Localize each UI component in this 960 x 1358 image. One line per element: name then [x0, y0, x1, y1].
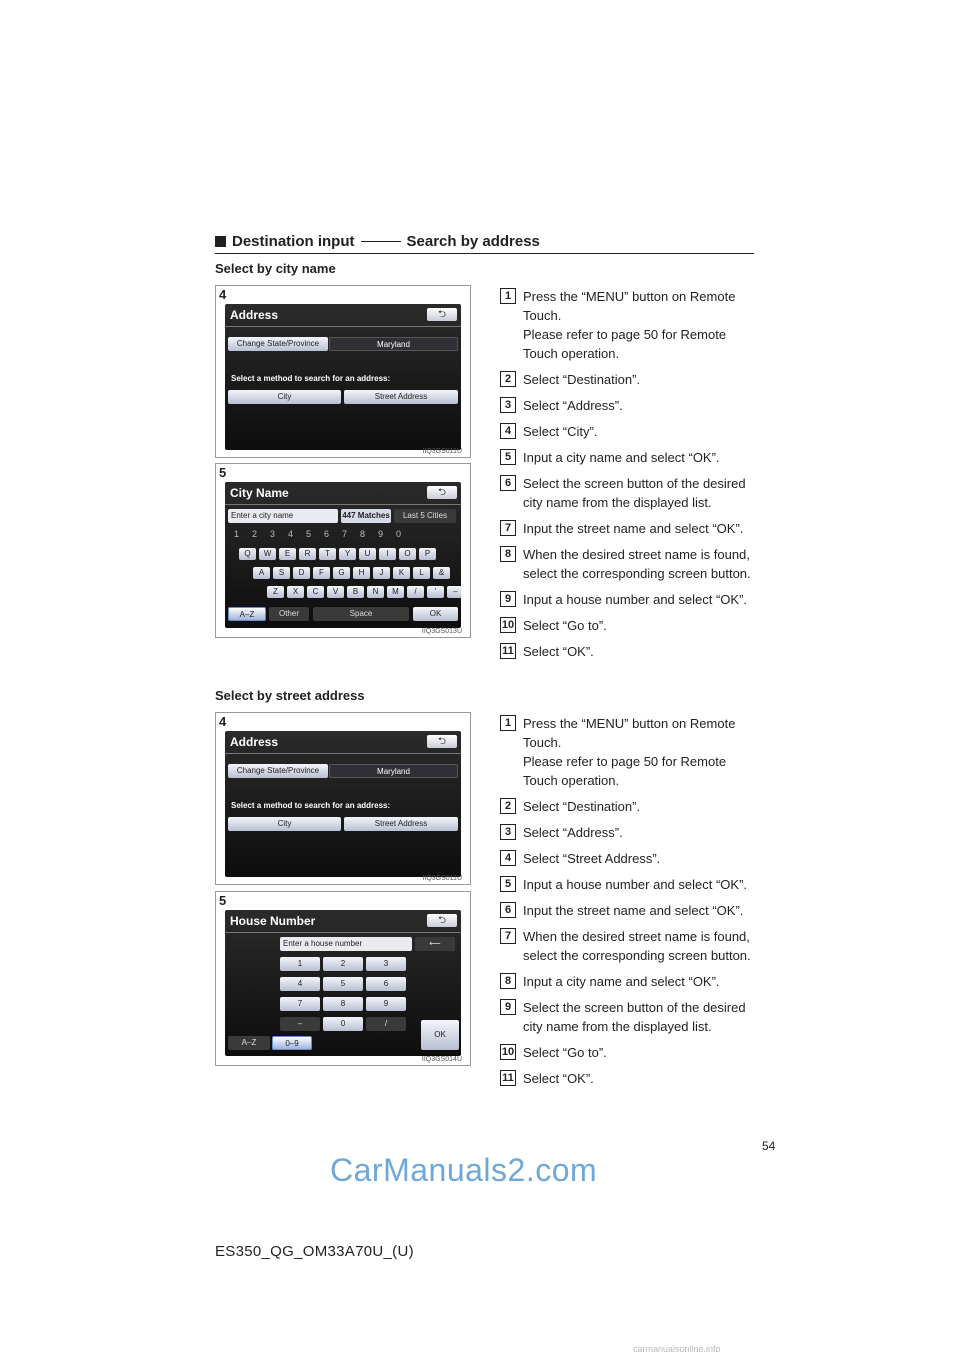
screen-title: Address: [230, 735, 279, 749]
image-code: IIQ3GS014U: [421, 1056, 462, 1063]
image-code: IIQ3GS011U: [422, 875, 462, 882]
step-note: Please refer to page 50 for Remote Touch operation.: [523, 754, 727, 788]
screen-title: Address: [230, 308, 279, 322]
step-text: Input a house number and select “OK”.: [523, 592, 748, 607]
city-steps-list: [500, 287, 754, 668]
step-text: Press the “MENU” button on Remote Touch.: [523, 289, 736, 323]
screenshot-step-number: 5: [219, 893, 227, 908]
step-text: Input a city name and select “OK”.: [523, 974, 720, 989]
step-number-badge: 5: [500, 876, 516, 892]
city-button[interactable]: City: [228, 390, 341, 404]
screen-title: House Number: [230, 914, 316, 928]
address-screenshot-1: [215, 285, 471, 458]
letter-key[interactable]: T: [319, 548, 336, 560]
step-item: [500, 287, 754, 363]
digit-key[interactable]: 6: [324, 529, 330, 539]
space-button[interactable]: Space: [313, 607, 409, 621]
document-code: ES350_QG_OM33A70U_(U): [215, 1243, 414, 1260]
letter-key[interactable]: /: [407, 586, 424, 598]
step-number-badge: 1: [500, 715, 516, 731]
divider: [225, 326, 461, 327]
step-item: [500, 998, 754, 1036]
change-state-button[interactable]: Change State/Province: [228, 337, 328, 351]
step-text: When the desired street name is found, select the corresponding screen button.: [523, 547, 751, 581]
divider: [225, 504, 461, 505]
step-number-badge: 6: [500, 902, 516, 918]
letter-key[interactable]: B: [347, 586, 364, 598]
page-number: 54: [762, 1139, 776, 1153]
letter-key[interactable]: R: [299, 548, 316, 560]
step-text: Select the screen button of the desired city name from the displayed list.: [523, 476, 746, 510]
step-item: [500, 797, 754, 816]
digit-key[interactable]: 3: [270, 529, 276, 539]
divider: [225, 932, 461, 933]
letter-key[interactable]: Z: [267, 586, 284, 598]
back-button[interactable]: ⮌: [427, 486, 457, 499]
search-method-prompt: Select a method to search for an address:: [231, 801, 391, 810]
step-number-badge: 4: [500, 423, 516, 439]
image-code: IIQ3GS011U: [422, 448, 462, 455]
step-item: [500, 474, 754, 512]
screenshot-step-number: 5: [219, 465, 227, 480]
screenshot-step-number: 4: [219, 714, 227, 729]
digit-key[interactable]: 0: [396, 529, 402, 539]
step-item: [500, 1043, 754, 1062]
step-item: [500, 823, 754, 842]
letter-key[interactable]: J: [373, 567, 390, 579]
back-button[interactable]: ⮌: [427, 735, 457, 748]
step-text: Select the screen button of the desired city name from the displayed list.: [523, 1000, 746, 1034]
numpad-key[interactable]: 4: [280, 977, 320, 991]
step-note: Please refer to page 50 for Remote Touch operation.: [523, 327, 727, 361]
address-screenshot-2: [215, 712, 471, 885]
city-name-input[interactable]: Enter a city name: [228, 509, 338, 523]
letter-key[interactable]: W: [259, 548, 276, 560]
square-bullet-icon: [215, 236, 226, 247]
step-text: Select “Address”.: [523, 398, 623, 413]
step-item: [500, 927, 754, 965]
step-text: Press the “MENU” button on Remote Touch.: [523, 716, 736, 750]
state-value: Maryland: [329, 764, 458, 778]
letter-key[interactable]: G: [333, 567, 350, 579]
house-number-input[interactable]: Enter a house number: [280, 937, 412, 951]
street-section-heading: Select by street address: [215, 688, 365, 703]
street-address-button[interactable]: Street Address: [344, 817, 458, 831]
step-item: [500, 714, 754, 790]
letter-key[interactable]: C: [307, 586, 324, 598]
step-text: Input the street name and select “OK”.: [523, 521, 744, 536]
numpad-key[interactable]: 3: [366, 957, 406, 971]
other-tab[interactable]: Other: [269, 607, 309, 621]
last-5-cities-button[interactable]: Last 5 Cities: [394, 509, 456, 523]
backspace-icon[interactable]: ⟵: [415, 937, 455, 951]
street-address-button[interactable]: Street Address: [344, 390, 458, 404]
numpad-key[interactable]: 9: [366, 997, 406, 1011]
letter-key[interactable]: P: [419, 548, 436, 560]
letter-key[interactable]: M: [387, 586, 404, 598]
step-text: Input a city name and select “OK”.: [523, 450, 720, 465]
search-method-prompt: Select a method to search for an address:: [231, 374, 391, 383]
step-number-badge: 7: [500, 928, 516, 944]
screenshot-step-number: 4: [219, 287, 227, 302]
letter-key[interactable]: U: [359, 548, 376, 560]
step-number-badge: 2: [500, 798, 516, 814]
section-title-left: Destination input: [232, 232, 355, 250]
step-text: Select “Destination”.: [523, 372, 641, 387]
step-item: [500, 642, 754, 661]
letter-key[interactable]: O: [399, 548, 416, 560]
digit-key[interactable]: 8: [360, 529, 366, 539]
step-number-badge: 10: [501, 619, 515, 631]
address-screen: [225, 731, 461, 877]
step-text: Select “OK”.: [523, 1071, 594, 1086]
a-z-tab[interactable]: A–Z: [228, 607, 266, 621]
step-item: [500, 545, 754, 583]
numpad-key[interactable]: 1: [280, 957, 320, 971]
step-number-badge: 9: [500, 999, 516, 1015]
letter-key[interactable]: Y: [339, 548, 356, 560]
step-number-badge: 9: [500, 591, 516, 607]
step-number-badge: 3: [500, 397, 516, 413]
step-text: Select “Address”.: [523, 825, 623, 840]
letter-key[interactable]: I: [379, 548, 396, 560]
change-state-button[interactable]: Change State/Province: [228, 764, 328, 778]
city-section-heading: Select by city name: [215, 261, 336, 276]
numpad-key[interactable]: 5: [323, 977, 363, 991]
section-title-right: Search by address: [406, 232, 540, 250]
step-text: Select “Street Address”.: [523, 851, 661, 866]
step-number-badge: 8: [500, 546, 516, 562]
a-z-tab[interactable]: A–Z: [228, 1036, 270, 1050]
step-number-badge: 4: [500, 850, 516, 866]
step-item: [500, 901, 754, 920]
screen-title: City Name: [230, 486, 289, 500]
letter-key[interactable]: N: [367, 586, 384, 598]
numpad-key[interactable]: 8: [323, 997, 363, 1011]
step-text: Select “Destination”.: [523, 799, 641, 814]
back-button[interactable]: ⮌: [427, 308, 457, 321]
step-item: [500, 396, 754, 415]
step-text: Select “Go to”.: [523, 618, 607, 633]
numpad-key[interactable]: –: [280, 1017, 320, 1031]
letter-key[interactable]: D: [293, 567, 310, 579]
image-code: IIQ3GS013U: [421, 628, 462, 635]
ok-button[interactable]: OK: [421, 1020, 459, 1050]
step-text: Input a house number and select “OK”.: [523, 877, 748, 892]
watermark-logo: CarManuals2.com: [330, 1152, 598, 1188]
step-item: [500, 616, 754, 635]
step-number-badge: 8: [500, 973, 516, 989]
address-screen: [225, 304, 461, 450]
digit-key[interactable]: 9: [378, 529, 384, 539]
numpad-key[interactable]: 2: [323, 957, 363, 971]
step-item: [500, 972, 754, 991]
step-text: When the desired street name is found, select the corresponding screen button.: [523, 929, 751, 963]
step-number-badge: 11: [500, 1070, 516, 1086]
street-steps-list: [500, 714, 754, 1095]
letter-key[interactable]: A: [253, 567, 270, 579]
letter-key[interactable]: E: [279, 548, 296, 560]
house-number-screen: [225, 910, 461, 1056]
step-text: Input the street name and select “OK”.: [523, 903, 744, 918]
step-text: Select “City”.: [523, 424, 598, 439]
step-number-badge: 3: [500, 824, 516, 840]
digit-key[interactable]: 1: [234, 529, 240, 539]
back-button[interactable]: ⮌: [427, 914, 457, 927]
step-item: [500, 370, 754, 389]
step-number-badge: 7: [500, 520, 516, 536]
letter-key[interactable]: &: [433, 567, 450, 579]
step-number-badge: 5: [500, 449, 516, 465]
step-text: Select “Go to”.: [523, 1045, 607, 1060]
divider: [225, 753, 461, 754]
letter-key[interactable]: ': [427, 586, 444, 598]
letter-key[interactable]: H: [353, 567, 370, 579]
city-button[interactable]: City: [228, 817, 341, 831]
digit-key[interactable]: 7: [342, 529, 348, 539]
0-9-tab[interactable]: 0–9: [272, 1036, 312, 1050]
watermark-site: carmanualsonline.info: [633, 1344, 721, 1354]
step-number-badge: 11: [500, 643, 516, 659]
section-heading: [215, 229, 754, 254]
letter-key[interactable]: F: [313, 567, 330, 579]
letter-key[interactable]: X: [287, 586, 304, 598]
numpad-key[interactable]: 0: [323, 1017, 363, 1031]
step-item: [500, 1069, 754, 1088]
digit-key[interactable]: 5: [306, 529, 312, 539]
house-number-screenshot: [215, 891, 471, 1066]
letter-key[interactable]: K: [393, 567, 410, 579]
letter-key[interactable]: S: [273, 567, 290, 579]
state-value: Maryland: [329, 337, 458, 351]
step-number-badge: 6: [500, 475, 516, 491]
city-name-screenshot: [215, 463, 471, 638]
letter-key[interactable]: L: [413, 567, 430, 579]
letter-key[interactable]: –: [447, 586, 461, 598]
step-item: [500, 519, 754, 538]
digit-key[interactable]: 2: [252, 529, 258, 539]
ok-button[interactable]: OK: [413, 607, 458, 621]
numpad-key[interactable]: 6: [366, 977, 406, 991]
step-number-badge: 1: [500, 288, 516, 304]
step-item: [500, 422, 754, 441]
step-item: [500, 875, 754, 894]
step-item: [500, 849, 754, 868]
step-number-badge: 2: [500, 371, 516, 387]
matches-button[interactable]: 447 Matches: [341, 509, 391, 523]
letter-key[interactable]: Q: [239, 548, 256, 560]
heading-dash: [361, 241, 401, 242]
letter-key[interactable]: V: [327, 586, 344, 598]
numpad-key[interactable]: 7: [280, 997, 320, 1011]
step-number-badge: 10: [501, 1046, 515, 1058]
city-name-screen: [225, 482, 461, 628]
step-text: Select “OK”.: [523, 644, 594, 659]
step-item: [500, 590, 754, 609]
step-item: [500, 448, 754, 467]
numpad-key[interactable]: /: [366, 1017, 406, 1031]
digit-key[interactable]: 4: [288, 529, 294, 539]
